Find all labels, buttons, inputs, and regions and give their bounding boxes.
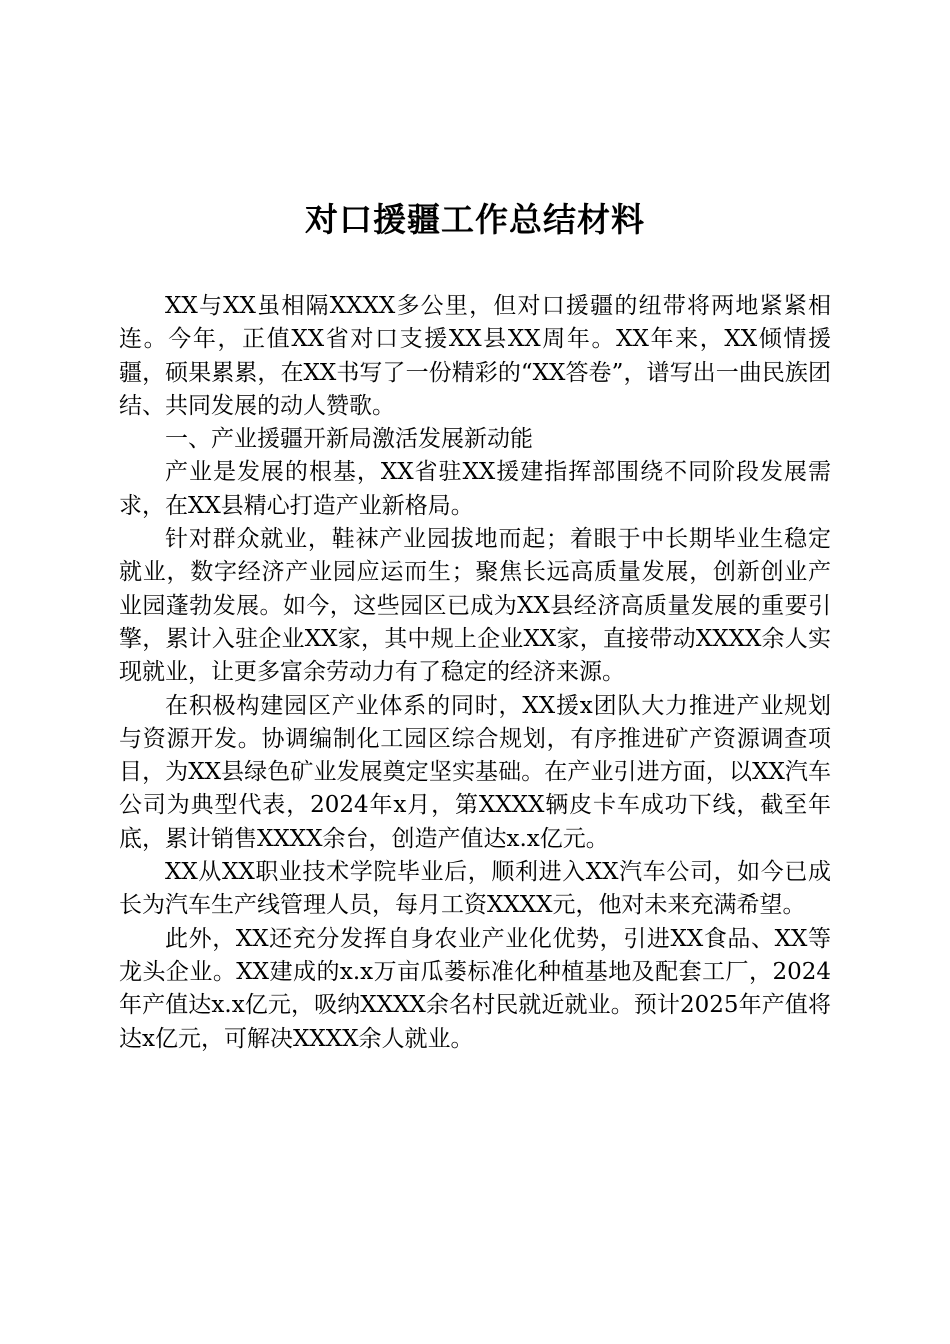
paragraph: 产业是发展的根基，XX省驻XX援建指挥部围绕不同阶段发展需求，在XX县精心打造产业新格局。 bbox=[119, 459, 831, 519]
paragraph: 在积极构建园区产业体系的同时，XX援x团队大力推进产业规划与资源开发。协调编制化工园区综合规划，有序推进矿产资源调查项目，为XX县绿色矿业发展奠定坚实基础。在产业引进方面，以XX汽车公司为典型代表，2024年x月，第XXXX辆皮卡车成功下线，截至年底，累计销售XXXX余台，创造产值达x.x亿元。 bbox=[119, 692, 831, 852]
document-body bbox=[119, 290, 831, 1056]
section-heading: 一、产业援疆开新局激活发展新动能 bbox=[165, 426, 533, 453]
paragraph: XX从XX职业技术学院毕业后，顺利进入XX汽车公司，如今已成长为汽车生产线管理人员，每月工资XXXX元，他对未来充满希望。 bbox=[119, 859, 831, 919]
paragraph-intro: XX与XX虽相隔XXXX多公里，但对口援疆的纽带将两地紧紧相连。今年，正值XX省对口支援XX县XX周年。XX年来，XX倾情援疆，硕果累累，在XX书写了一份精彩的“XX答卷”，谱写出一曲民族团结、共同发展的动人赞歌。 bbox=[119, 293, 831, 419]
paragraph: 针对群众就业，鞋袜产业园拔地而起；着眼于中长期毕业生稳定就业，数字经济产业园应运而生；聚焦长远高质量发展，创新创业产业园蓬勃发展。如今，这些园区已成为XX县经济高质量发展的重要引擎，累计入驻企业XX家，其中规上企业XX家，直接带动XXXX余人实现就业，让更多富余劳动力有了稳定的经济来源。 bbox=[119, 526, 831, 686]
paragraph: 此外，XX还充分发挥自身农业产业化优势，引进XX食品、XX等龙头企业。XX建成的x.x万亩瓜蒌标准化种植基地及配套工厂，2024年产值达x.x亿元，吸纳XXXX余名村民就近就业。预计2025年产值将达x亿元，可解决XXXX余人就业。 bbox=[119, 925, 831, 1052]
document-title: 对口援疆工作总结材料 bbox=[305, 200, 645, 239]
